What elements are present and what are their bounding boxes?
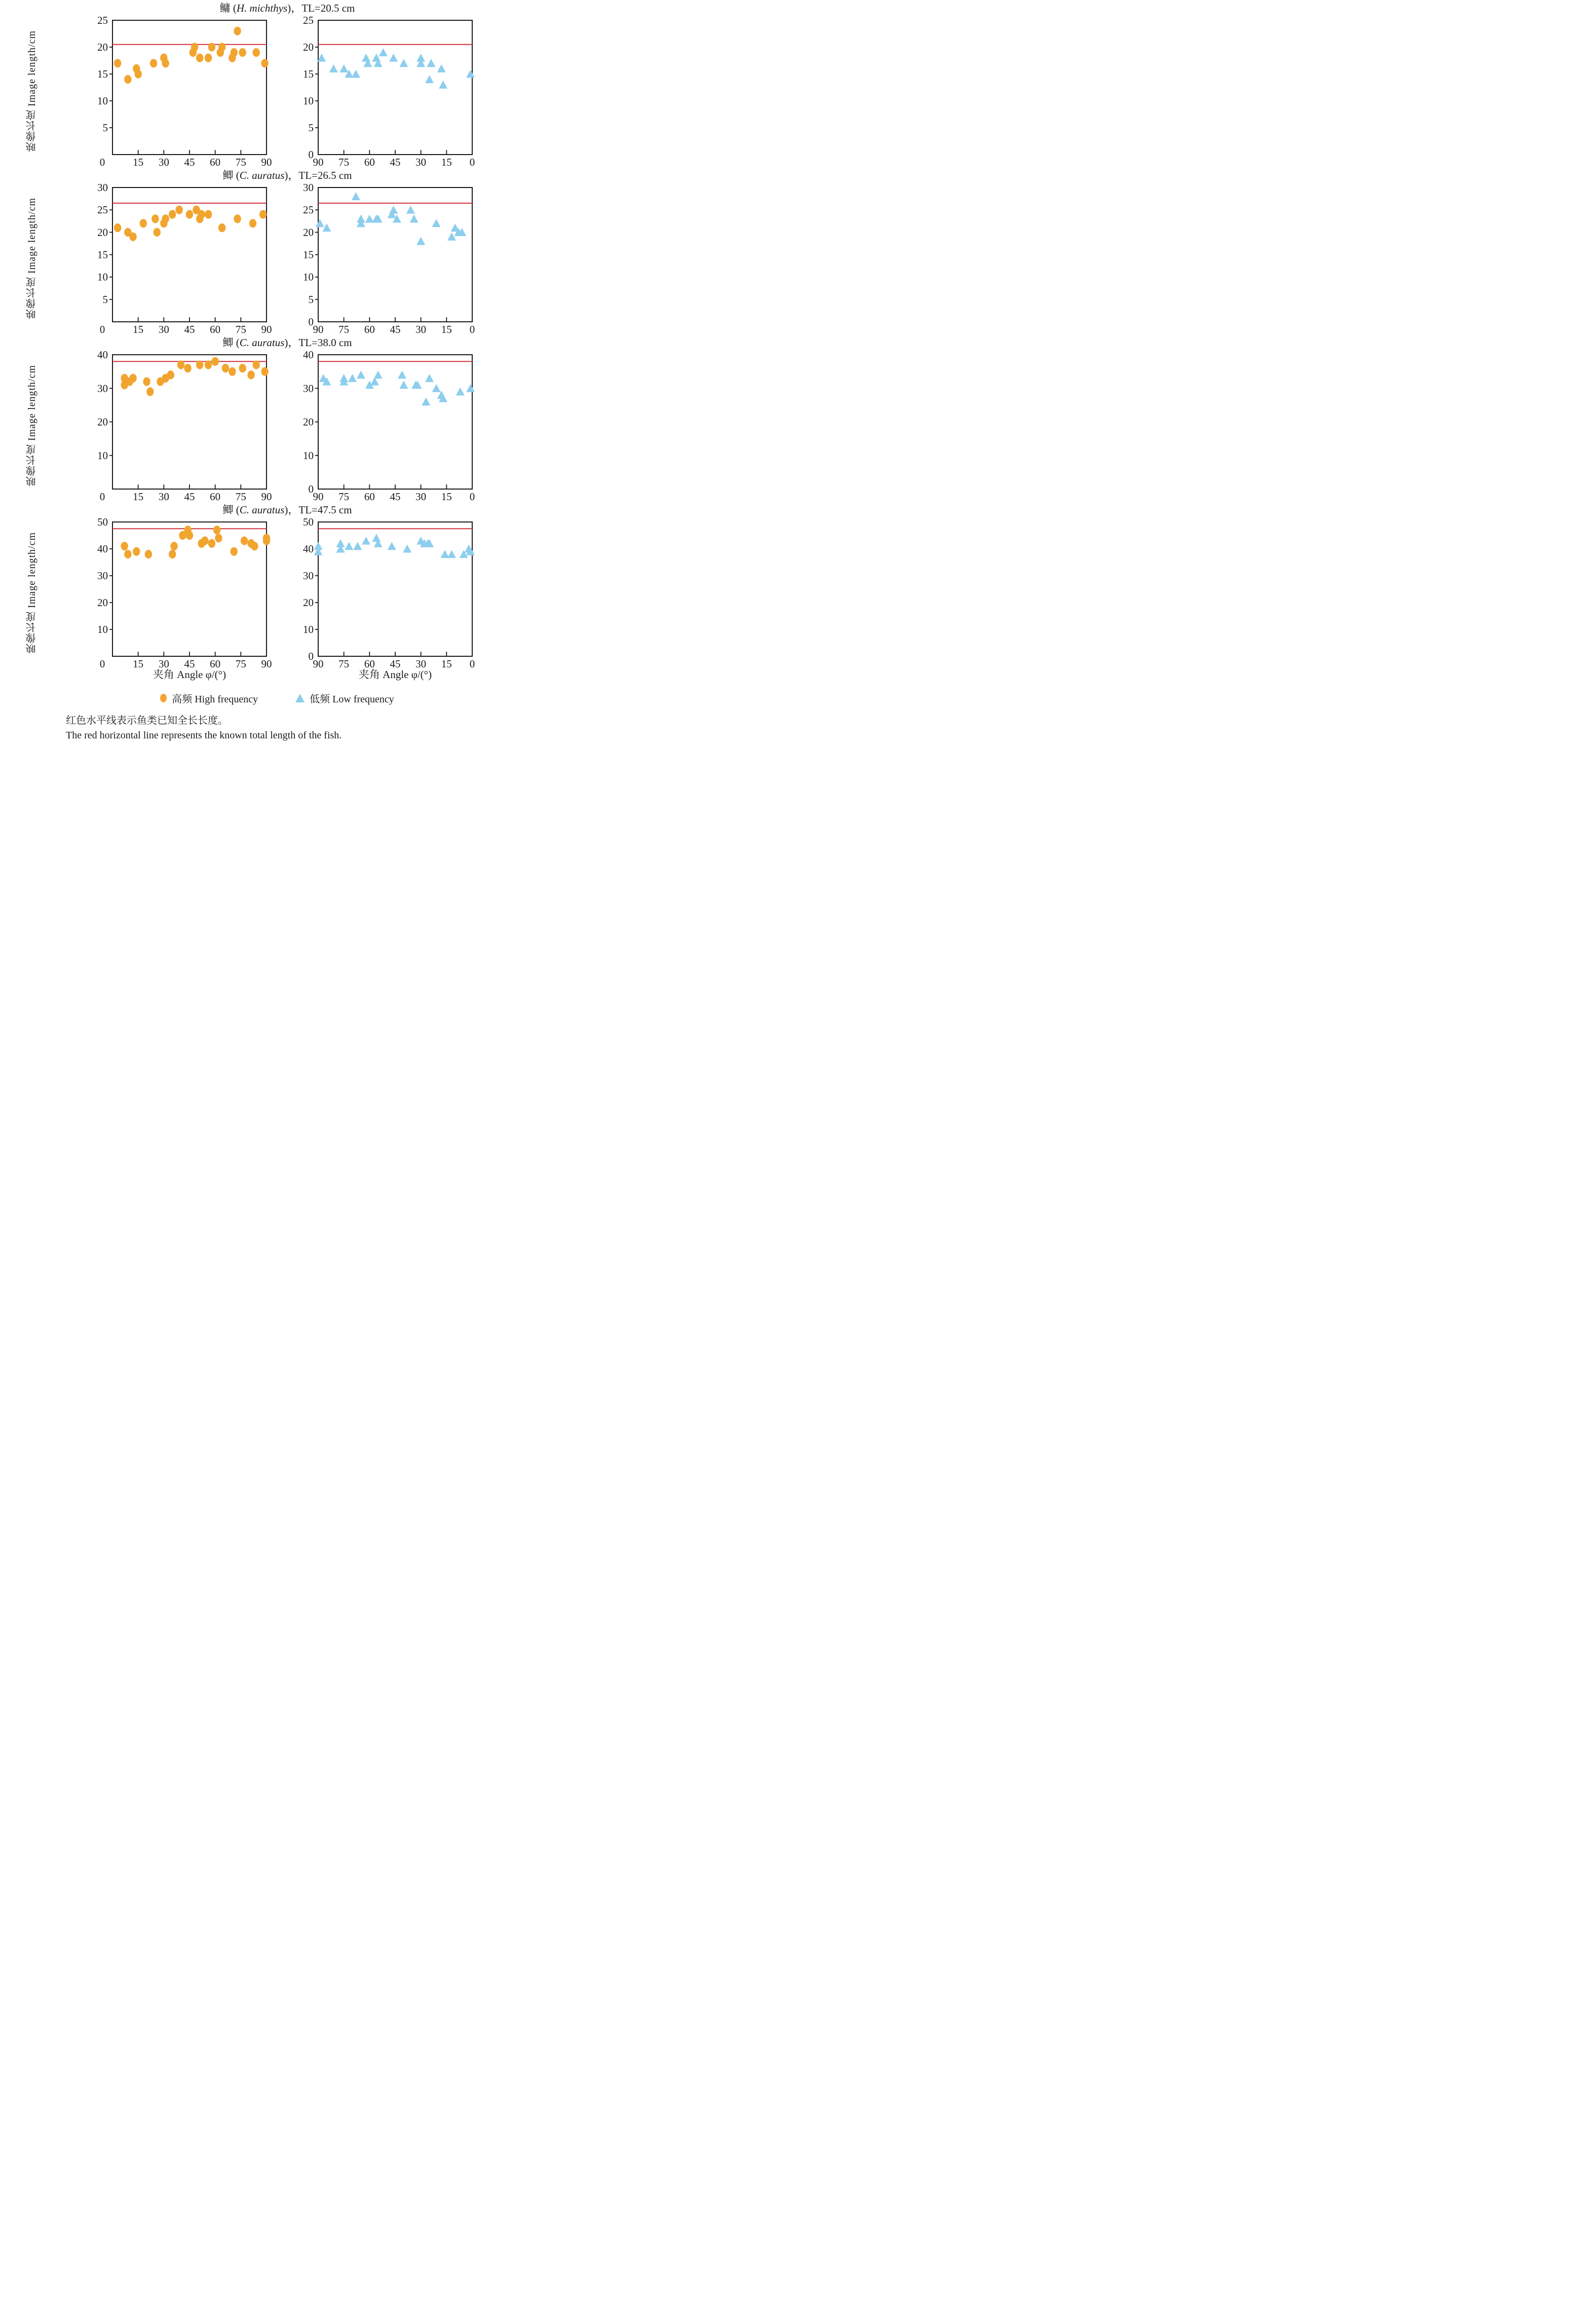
svg-text:75: 75: [235, 658, 246, 669]
row-4-y-axis-label: 映像长度 Image length/cm: [26, 532, 37, 654]
svg-text:0: 0: [99, 156, 105, 167]
svg-text:60: 60: [364, 156, 375, 167]
svg-text:20: 20: [97, 416, 108, 428]
svg-text:10: 10: [97, 271, 108, 283]
svg-text:60: 60: [210, 658, 221, 669]
row-1-title-suffix: )，TL=20.5 cm: [287, 2, 355, 14]
svg-text:45: 45: [184, 491, 195, 502]
svg-text:30: 30: [303, 382, 314, 395]
row-3: [0, 335, 532, 502]
row-2-title: [0, 168, 532, 182]
svg-text:90: 90: [313, 323, 324, 334]
row-1-title-prefix: 鳙 (: [219, 2, 237, 14]
svg-text:10: 10: [303, 271, 314, 283]
high-frequency-circle-marker-icon: [160, 694, 167, 702]
row-2-y-axis-label: 映像长度 Image length/cm: [26, 198, 37, 319]
svg-text:45: 45: [184, 323, 195, 334]
svg-text:50: 50: [97, 517, 108, 528]
row-1-title: [0, 1, 532, 15]
svg-text:15: 15: [441, 658, 452, 669]
svg-text:30: 30: [303, 182, 314, 194]
svg-text:5: 5: [102, 122, 108, 134]
svg-text:20: 20: [303, 416, 314, 428]
svg-text:15: 15: [97, 248, 108, 261]
svg-text:0: 0: [99, 323, 105, 334]
svg-text:30: 30: [97, 382, 108, 395]
svg-text:60: 60: [364, 658, 375, 669]
figure-page: [0, 0, 532, 773]
svg-text:90: 90: [313, 658, 324, 669]
row-1: [0, 1, 532, 167]
row-4-title: [0, 503, 532, 517]
legend-item-low-frequency: [295, 691, 394, 705]
svg-text:5: 5: [308, 122, 314, 134]
row-4-species: C. auratus: [239, 504, 285, 516]
row-3-title: [0, 335, 532, 350]
x-axis-label-left: 夹角 Angle φ/(°): [153, 668, 226, 681]
svg-text:20: 20: [303, 596, 314, 609]
svg-text:30: 30: [158, 156, 169, 167]
row-2: [0, 168, 532, 334]
svg-text:15: 15: [97, 68, 108, 80]
row-2-title-prefix: 鲫 (: [222, 169, 240, 181]
row-2-title-suffix: )，TL=26.5 cm: [284, 169, 352, 181]
svg-text:45: 45: [184, 156, 195, 167]
svg-text:30: 30: [158, 323, 169, 334]
svg-text:0: 0: [469, 491, 475, 502]
svg-text:20: 20: [303, 226, 314, 239]
svg-text:15: 15: [133, 156, 144, 167]
row-2-high-frequency-chart: [92, 182, 275, 334]
svg-text:15: 15: [133, 323, 144, 334]
svg-text:20: 20: [97, 596, 108, 609]
svg-text:0: 0: [308, 483, 314, 495]
svg-text:60: 60: [210, 491, 221, 502]
caption-english: The red horizontal line represents the known total length of the fish.: [66, 730, 342, 741]
svg-text:45: 45: [184, 658, 195, 669]
svg-text:45: 45: [390, 491, 401, 502]
svg-text:25: 25: [97, 15, 108, 26]
svg-text:60: 60: [210, 323, 221, 334]
svg-text:15: 15: [441, 491, 452, 502]
svg-text:60: 60: [364, 491, 375, 502]
row-3-y-axis-label: 映像长度 Image length/cm: [26, 365, 37, 487]
svg-text:40: 40: [97, 543, 108, 555]
svg-text:30: 30: [415, 491, 427, 502]
svg-text:90: 90: [261, 156, 272, 167]
legend-low-frequency-label: 低频 Low frequency: [310, 693, 394, 705]
svg-text:10: 10: [303, 449, 314, 462]
svg-text:10: 10: [97, 449, 108, 462]
legend-high-frequency-label: 高频 High frequency: [172, 693, 258, 705]
svg-text:5: 5: [308, 293, 314, 306]
svg-text:60: 60: [364, 323, 375, 334]
svg-text:0: 0: [469, 323, 475, 334]
svg-text:10: 10: [303, 623, 314, 635]
svg-text:30: 30: [158, 658, 169, 669]
svg-text:0: 0: [99, 491, 105, 502]
svg-text:40: 40: [97, 350, 108, 361]
svg-text:30: 30: [303, 570, 314, 582]
row-2-low-frequency-chart: [298, 182, 480, 334]
svg-text:30: 30: [158, 491, 169, 502]
low-frequency-triangle-marker-icon: [295, 694, 305, 702]
svg-text:10: 10: [303, 95, 314, 107]
row-3-title-prefix: 鲫 (: [222, 337, 240, 349]
svg-text:75: 75: [235, 323, 246, 334]
svg-text:75: 75: [338, 491, 350, 502]
caption-chinese: 红色水平线表示鱼类已知全长长度。: [66, 715, 228, 726]
svg-text:15: 15: [133, 491, 144, 502]
svg-text:0: 0: [469, 658, 475, 669]
svg-text:30: 30: [97, 570, 108, 582]
svg-text:0: 0: [469, 156, 475, 167]
svg-text:20: 20: [97, 226, 108, 239]
svg-text:90: 90: [261, 323, 272, 334]
row-4-low-frequency-chart: [298, 517, 480, 669]
svg-text:15: 15: [303, 68, 314, 80]
row-2-species: C. auratus: [239, 169, 285, 181]
svg-text:5: 5: [102, 293, 108, 306]
row-4-title-suffix: )，TL=47.5 cm: [284, 504, 352, 516]
svg-text:0: 0: [308, 650, 314, 662]
svg-text:15: 15: [441, 323, 452, 334]
svg-text:75: 75: [338, 323, 350, 334]
svg-text:15: 15: [441, 156, 452, 167]
svg-text:90: 90: [261, 491, 272, 502]
row-1-high-frequency-chart: [92, 15, 275, 167]
row-1-y-axis-label: 映像长度 Image length/cm: [26, 30, 37, 152]
svg-text:75: 75: [235, 491, 246, 502]
svg-text:75: 75: [235, 156, 246, 167]
svg-text:90: 90: [261, 658, 272, 669]
svg-text:60: 60: [210, 156, 221, 167]
svg-text:10: 10: [97, 623, 108, 635]
row-3-species: C. auratus: [239, 337, 285, 349]
svg-text:15: 15: [303, 248, 314, 261]
svg-text:75: 75: [338, 658, 350, 669]
svg-text:25: 25: [303, 204, 314, 216]
svg-text:90: 90: [313, 156, 324, 167]
svg-text:45: 45: [390, 658, 401, 669]
figure-caption: [66, 714, 532, 743]
x-axis-label-right: 夹角 Angle φ/(°): [358, 668, 432, 681]
svg-text:40: 40: [303, 350, 314, 361]
svg-text:0: 0: [308, 316, 314, 328]
svg-text:50: 50: [303, 517, 314, 528]
row-3-title-suffix: )，TL=38.0 cm: [284, 337, 352, 349]
svg-text:25: 25: [303, 15, 314, 26]
svg-text:90: 90: [313, 491, 324, 502]
svg-text:30: 30: [97, 182, 108, 194]
row-3-high-frequency-chart: [92, 350, 275, 502]
svg-text:75: 75: [338, 156, 350, 167]
row-3-low-frequency-chart: [298, 350, 480, 502]
svg-text:30: 30: [415, 323, 427, 334]
row-1-low-frequency-chart: [298, 15, 480, 167]
svg-text:45: 45: [390, 156, 401, 167]
svg-text:0: 0: [99, 658, 105, 669]
legend: [11, 690, 532, 705]
row-4-high-frequency-chart: [92, 517, 275, 669]
svg-text:20: 20: [303, 41, 314, 53]
svg-text:30: 30: [415, 658, 427, 669]
svg-text:45: 45: [390, 323, 401, 334]
row-4: [0, 503, 532, 683]
row-1-species: H. michthys: [236, 2, 288, 14]
legend-item-high-frequency: [160, 691, 258, 705]
row-4-title-prefix: 鲫 (: [222, 504, 240, 516]
svg-text:0: 0: [308, 148, 314, 161]
svg-text:30: 30: [415, 156, 427, 167]
svg-text:40: 40: [303, 543, 314, 555]
svg-text:25: 25: [97, 204, 108, 216]
svg-text:15: 15: [133, 658, 144, 669]
svg-text:20: 20: [97, 41, 108, 53]
svg-text:10: 10: [97, 95, 108, 107]
